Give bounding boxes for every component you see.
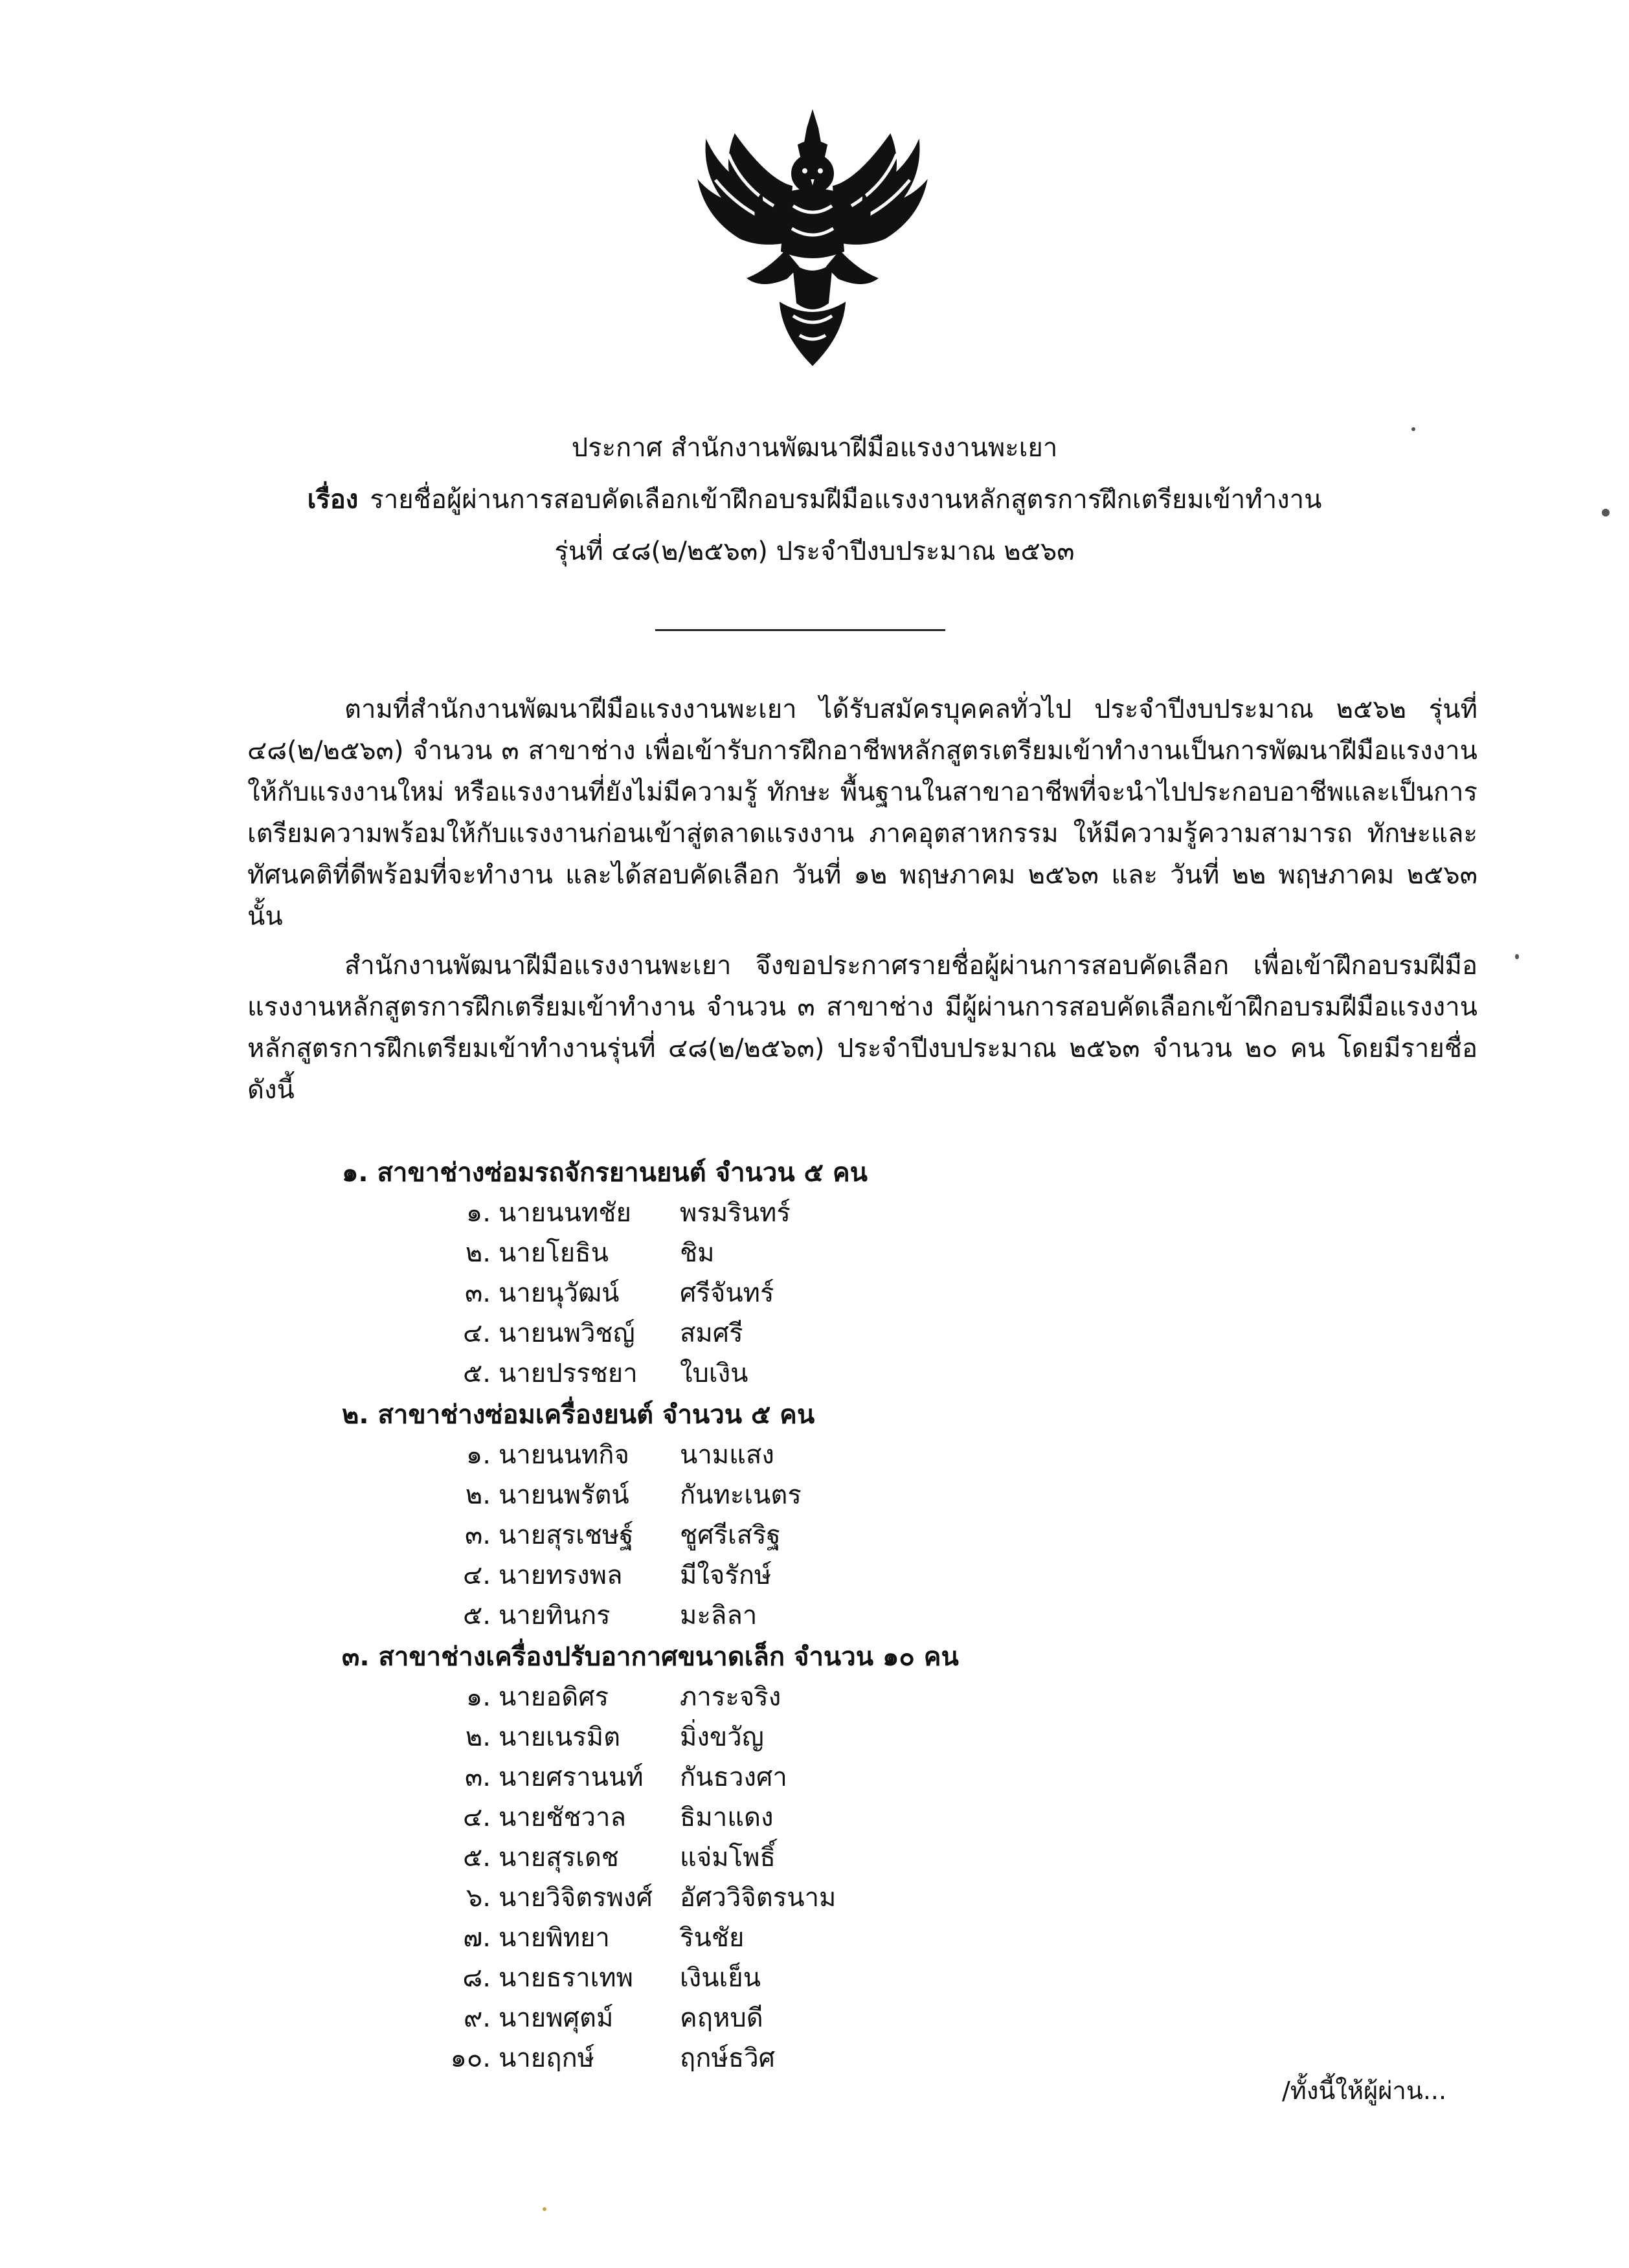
item-number: ๑๐.: [450, 2043, 491, 2073]
first-name: นายนนทกิจ: [499, 1440, 629, 1470]
announcement-subject: [0, 480, 1629, 519]
item-number: ๓.: [464, 1278, 491, 1308]
list-item: [445, 1274, 1222, 1313]
item-number: ๑.: [466, 1440, 491, 1470]
scan-speck: [1411, 427, 1415, 431]
first-name: นายทินกร: [499, 1601, 611, 1630]
list-item: [445, 1516, 1222, 1555]
last-name: นามแสง: [680, 1440, 774, 1470]
list-item: [445, 1194, 1222, 1232]
last-name: รินชัย: [680, 1923, 745, 1953]
last-name: ภาระจริง: [680, 1682, 781, 1712]
first-name: นายอดิศร: [499, 1682, 609, 1712]
first-name: นายพศุตม์: [499, 2003, 614, 2033]
list-item: [445, 1878, 1222, 1917]
heading-divider: [655, 629, 945, 631]
item-number: ๕.: [463, 1601, 491, 1630]
section-title-air-conditioner: ๓. สาขาช่างเครื่องปรับอากาศขนาดเล็ก จำนวน ๑๐ คน: [342, 1642, 959, 1672]
last-name: ฤกษ์ธวิศ: [680, 2043, 776, 2073]
body-paragraph-1: ตามที่สำนักงานพัฒนาฝีมือแรงงานพะเยา ได้รับสมัครบุคคลทั่วไป ประจำปีงบประมาณ ๒๕๖๒ รุ่นที่ ๔๘(๒/๒๕๖๓) จำนวน ๓ สาขาช่าง เพื่อเข้ารับการฝึกอาชีพหลักสูตรเตรียมเข้าทำงานเป็นการพัฒนาฝีมือแรงงานให้กับแรงงานใหม่ หรือแรงงานที่ยังไม่มีความรู้ ทักษะ พื้นฐานในสาขาอาชีพที่จะนำไปประกอบอาชีพและเป็นการเตรียมความพร้อมให้กับแรงงานก่อนเข้าสู่ตลาดแรงงาน ภาคอุตสาหกรรม ให้มีความรู้ความสามารถ ทักษะและทัศนคติที่ดีพร้อมที่จะทำงาน และได้สอบคัดเลือก วันที่ ๑๒ พฤษภาคม ๒๕๖๓ และ วันที่ ๒๒ พฤษภาคม ๒๕๖๓ นั้น: [247, 695, 1477, 931]
last-name: มีใจรักษ์: [680, 1561, 772, 1590]
list-item: [445, 1959, 1222, 1997]
list-item: [445, 2039, 1222, 2078]
last-name: มิ่งขวัญ: [680, 1722, 764, 1752]
first-name: นายธราเทพ: [499, 1963, 634, 1993]
item-number: ๙.: [463, 2003, 491, 2033]
last-name: มะลิลา: [680, 1601, 758, 1630]
first-name: นายปรรชยา: [499, 1359, 638, 1388]
last-name: พรมรินทร์: [680, 1198, 791, 1228]
list-item: [445, 1354, 1222, 1393]
last-name: ธิมาแดง: [680, 1803, 774, 1832]
subject-label: เรื่อง: [307, 485, 359, 515]
list-item: [445, 1314, 1222, 1353]
first-name: นายสุรเดช: [499, 1843, 619, 1873]
garuda-emblem-icon: [690, 109, 936, 368]
first-name: นายพิทยา: [499, 1923, 610, 1953]
first-name: นายนพวิชญ์: [499, 1318, 635, 1348]
item-number: ๔.: [463, 1561, 491, 1590]
first-name: นายนพรัตน์: [499, 1480, 629, 1510]
first-name: นายนนทชัย: [499, 1198, 631, 1228]
item-number: ๑.: [466, 1198, 491, 1228]
first-name: นายโยธิน: [499, 1238, 609, 1268]
last-name: ใบเงิน: [680, 1359, 748, 1388]
last-name: สมศรี: [680, 1318, 743, 1348]
item-number: ๑.: [466, 1682, 491, 1712]
first-name: นายทรงพล: [499, 1561, 623, 1590]
first-name: นายฤกษ์: [499, 2043, 595, 2073]
first-name: นายเนรมิต: [499, 1722, 621, 1752]
announcement-title: ประกาศ สำนักงานพัฒนาฝีมือแรงงานพะเยา: [571, 433, 1058, 463]
scan-speck: [1515, 954, 1519, 959]
last-name: กันทะเนตร: [680, 1480, 802, 1510]
announcement-batch-line: รุ่นที่ ๔๘(๒/๒๕๖๓) ประจำปีงบประมาณ ๒๕๖๓: [554, 537, 1075, 566]
list-item: [445, 1918, 1222, 1957]
list-item: [445, 1678, 1222, 1717]
last-name: อัศววิจิตรนาม: [680, 1883, 837, 1913]
list-item: [445, 1838, 1222, 1877]
last-name: เงินเย็น: [680, 1963, 761, 1993]
last-name: ชิม: [680, 1238, 715, 1268]
first-name: นายศรานนท์: [499, 1762, 644, 1792]
first-name: นายนุวัฒน์: [499, 1278, 620, 1308]
scan-speck: [543, 2207, 546, 2211]
item-number: ๔.: [463, 1803, 491, 1832]
page-continuation: /ทั้งนี้ให้ผู้ผ่าน...: [1282, 2076, 1447, 2105]
list-item: [445, 1718, 1222, 1757]
item-number: ๒.: [465, 1238, 491, 1268]
last-name: กันธวงศา: [680, 1762, 787, 1792]
list-item: [445, 1234, 1222, 1273]
list-item: [445, 1798, 1222, 1837]
body-paragraph-2: สำนักงานพัฒนาฝีมือแรงงานพะเยา จึงขอประกาศรายชื่อผู้ผ่านการสอบคัดเลือก เพื่อเข้าฝึกอบรมฝีมือแรงงานหลักสูตรการฝึกเตรียมเข้าทำงาน จำนวน ๓ สาขาช่าง มีผู้ผ่านการสอบคัดเลือกเข้าฝึกอบรมฝีมือแรงงานหลักสูตรการฝึกเตรียมเข้าทำงานรุ่นที่ ๔๘(๒/๒๕๖๓) ประจำปีงบประมาณ ๒๕๖๓ จำนวน ๒๐ คน โดยมีรายชื่อดังนี้: [247, 951, 1477, 1105]
item-number: ๘.: [462, 1963, 491, 1993]
list-item: [445, 1556, 1222, 1595]
item-number: ๓.: [464, 1762, 491, 1792]
first-name: นายสุรเชษฐ์: [499, 1520, 634, 1550]
item-number: ๓.: [464, 1520, 491, 1550]
item-number: ๖.: [466, 1883, 491, 1913]
item-number: ๕.: [463, 1359, 491, 1388]
first-name: นายวิจิตรพงศ์: [499, 1883, 653, 1913]
list-item: [445, 1436, 1222, 1474]
scan-speck: [1602, 509, 1610, 517]
section-title-engine-repair: ๒. สาขาช่างซ่อมเครื่องยนต์ จำนวน ๕ คน: [342, 1400, 815, 1430]
subject-text: รายชื่อผู้ผ่านการสอบคัดเลือกเข้าฝึกอบรมฝีมือแรงงานหลักสูตรการฝึกเตรียมเข้าทำงาน: [370, 485, 1322, 515]
last-name: แจ่มโพธิ์: [680, 1843, 776, 1873]
item-number: ๔.: [463, 1318, 491, 1348]
list-item: [445, 1999, 1222, 2038]
item-number: ๒.: [465, 1722, 491, 1752]
item-number: ๒.: [465, 1480, 491, 1510]
list-item: [445, 1596, 1222, 1635]
last-name: คฤหบดี: [680, 2003, 763, 2033]
list-item: [445, 1758, 1222, 1797]
item-number: ๗.: [463, 1923, 491, 1953]
last-name: ชูศรีเสริฐ: [680, 1520, 781, 1550]
section-title-motorcycle-repair: ๑. สาขาช่างซ่อมรถจักรยานยนต์ จำนวน ๕ คน: [342, 1158, 868, 1188]
item-number: ๕.: [463, 1843, 491, 1873]
last-name: ศรีจันทร์: [680, 1278, 774, 1308]
list-item: [445, 1476, 1222, 1515]
first-name: นายชัชวาล: [499, 1803, 626, 1832]
